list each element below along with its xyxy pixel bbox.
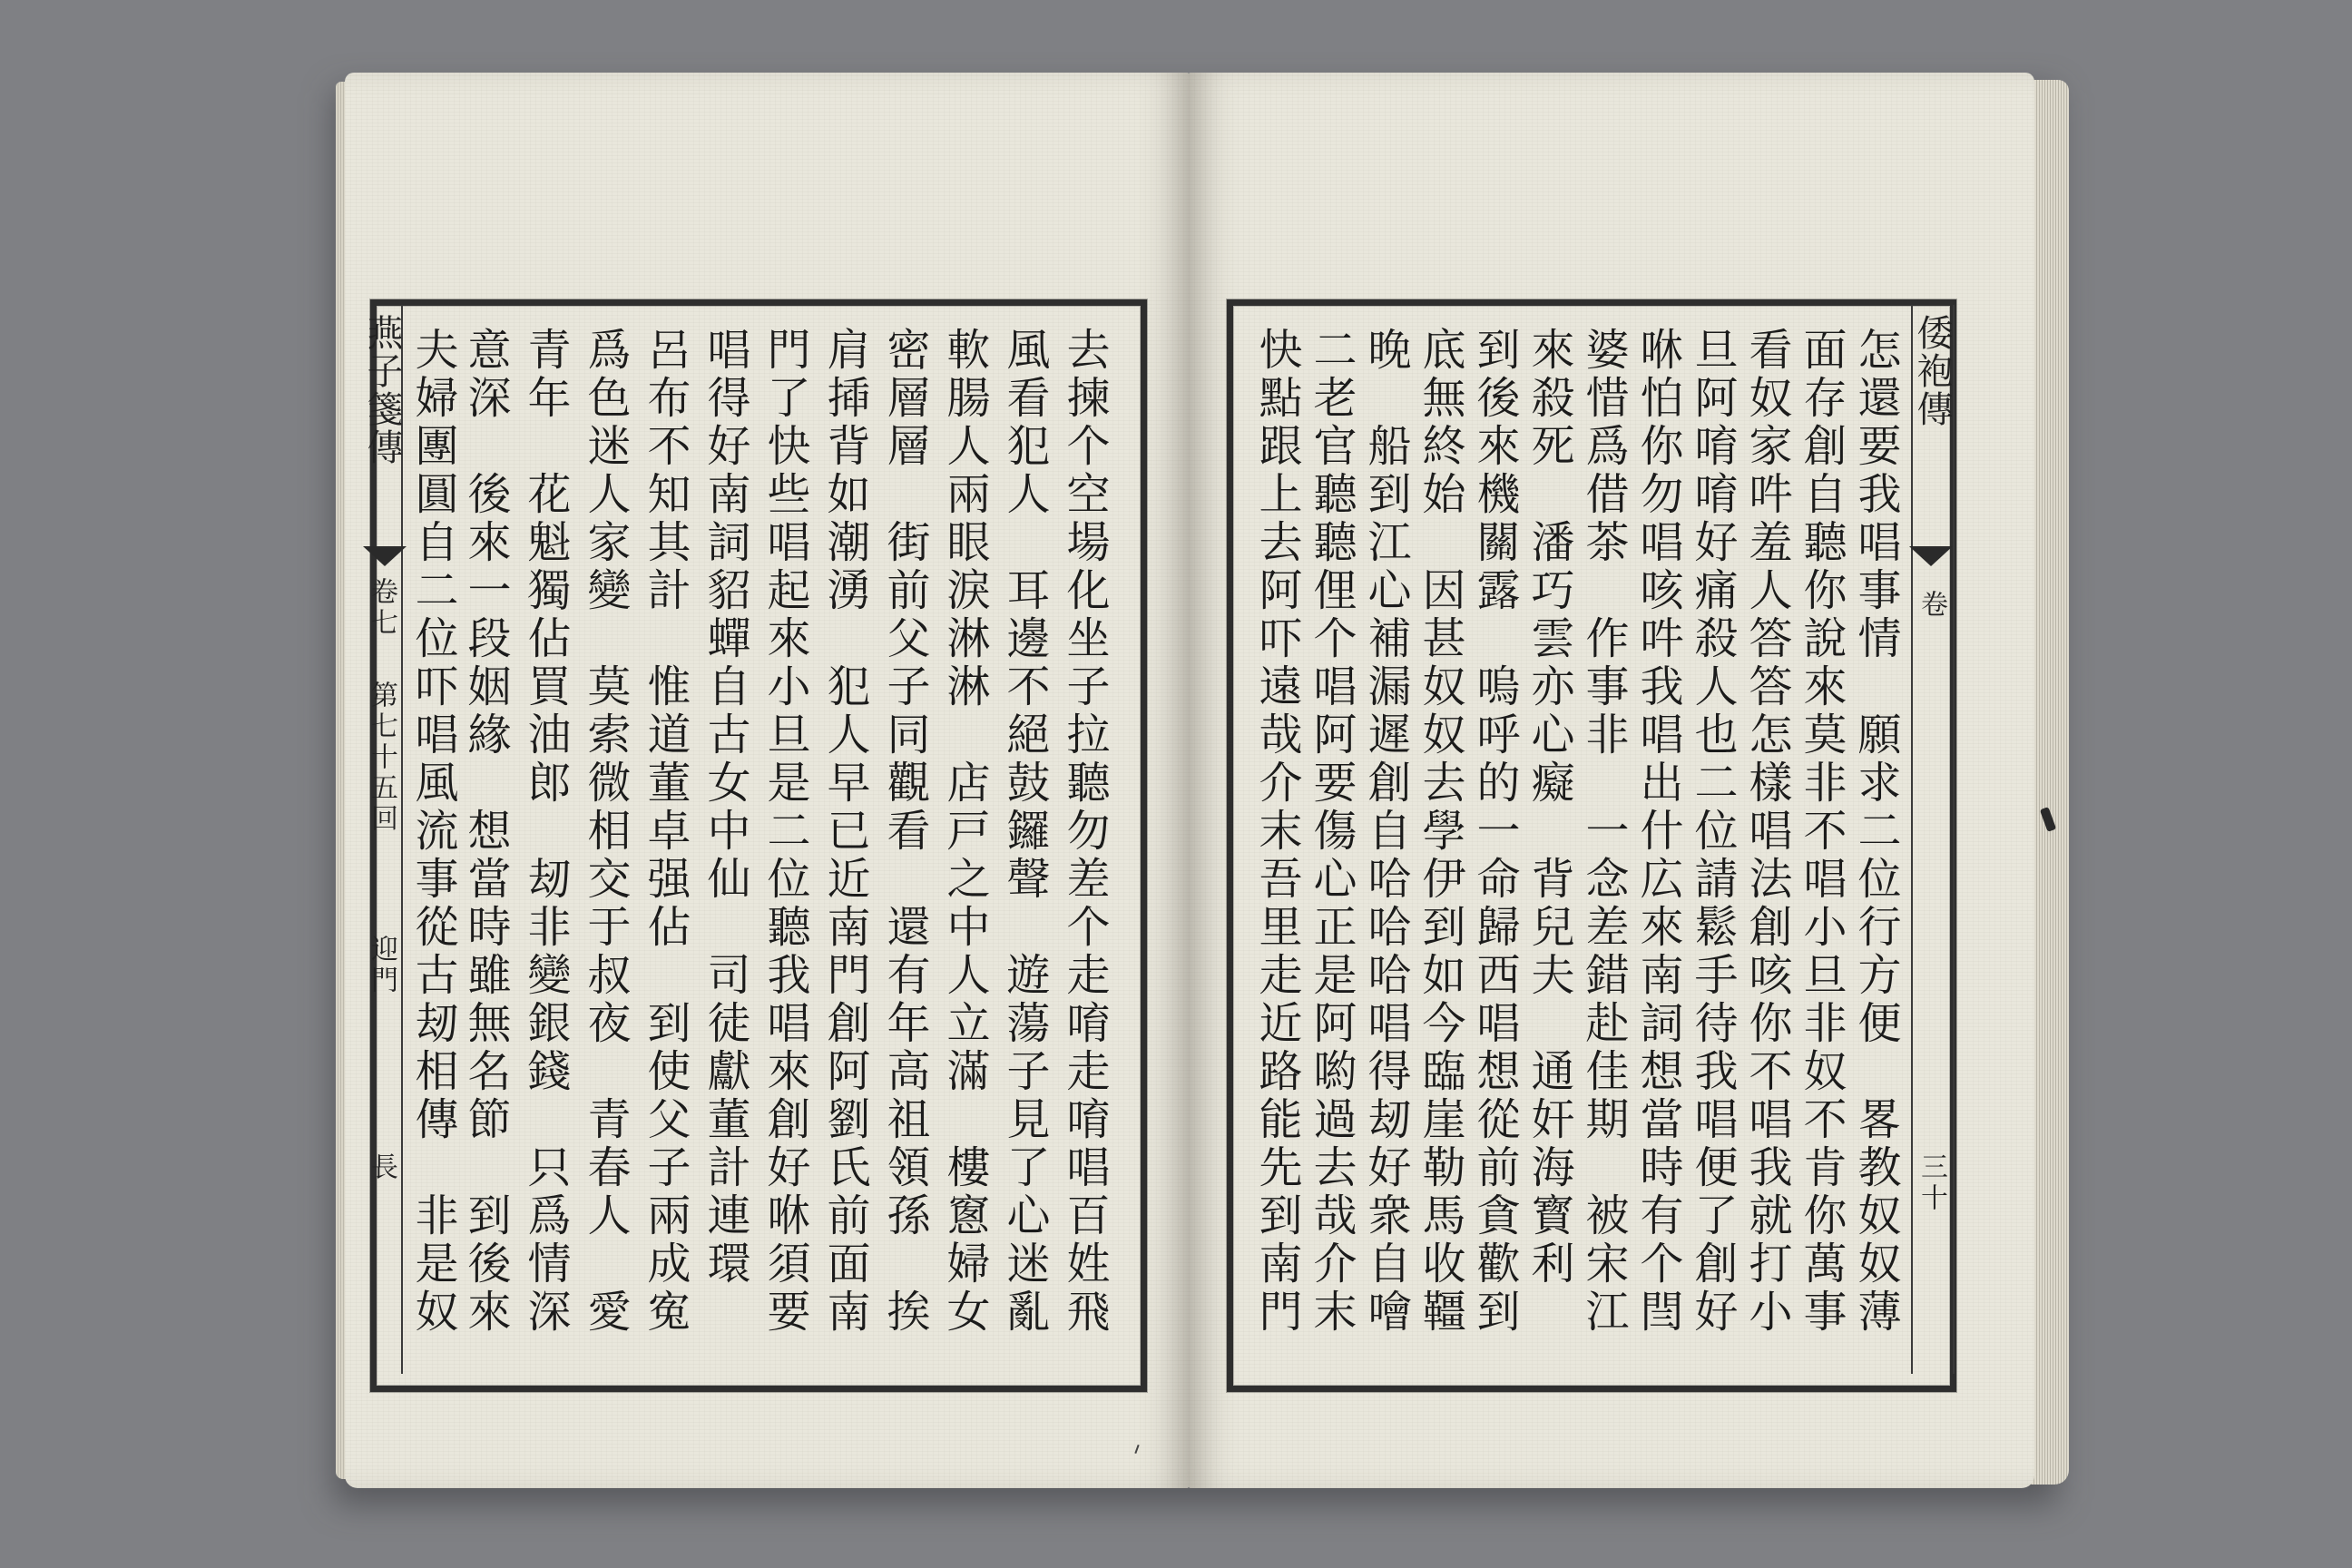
right-text-column: 婆惜爲借茶 作事非 一念差錯赴佳期 被宋江 bbox=[1578, 327, 1629, 1337]
left-text-column: 夫婦團圓自二位吓唱風流事從古刼相傳 非是奴 bbox=[407, 327, 458, 1337]
left-text-column: 肩揷背如潮湧 犯人早已近南門創阿劉氏前面南 bbox=[819, 327, 870, 1337]
right-text-column: 二老官聽聽俚个唱阿要傷心正是阿喲過去哉介末 bbox=[1306, 327, 1357, 1337]
left-text-column: 呂布不知其計 惟道董卓强佔 到使父子兩成寃 bbox=[640, 327, 691, 1337]
right-text-column: 底無終始 因甚奴奴去學伊到如今臨崖勒馬收韁 bbox=[1415, 327, 1465, 1337]
right-banxin-title: 倭袍傳 bbox=[1911, 314, 1953, 428]
left-text-column: 風看犯人 耳邊不絕鼓鑼聲 遊蕩子見了心迷亂 bbox=[999, 327, 1050, 1337]
right-text-column: 到後來機關露 嗚呼的一命歸西唱想從前貪歡到 bbox=[1469, 327, 1520, 1337]
left-text-column: 密層層 街前父子同觀看 還有年高祖領孫 挨 bbox=[879, 327, 930, 1337]
right-page-edge bbox=[2029, 80, 2069, 1485]
left-fishtail-mark bbox=[363, 546, 407, 566]
left-banxin-section: 卷七 bbox=[366, 577, 397, 639]
right-text-column: 旦阿唷唷好痛殺人也二位請鬆手待我唱便了創好 bbox=[1687, 327, 1738, 1337]
left-text-column: 軟腸人兩眼淚淋淋 店戸之中人立滿 樓窻婦女 bbox=[939, 327, 990, 1337]
left-banxin-folio: 長 bbox=[366, 1152, 397, 1183]
right-text-column: 看奴家吽羞人答答怎樣唱法創咳你不唱我就打小 bbox=[1741, 327, 1792, 1337]
right-banxin-folio: 三十 bbox=[1916, 1152, 1947, 1214]
left-text-column: 門了快些唱起來小旦是二位聽我唱來創好咻須要 bbox=[760, 327, 810, 1337]
right-text-column: 咻怕你勿唱咳吽我唱出什広來南詞想當時有个閆 bbox=[1632, 327, 1683, 1337]
left-text-column: 意深 後來一段姻緣 想當時雖無名節 到後來 bbox=[460, 327, 511, 1337]
right-text-column: 來殺死 潘巧雲亦心癡 背兒夫 通奸海寳利 bbox=[1524, 327, 1574, 1289]
left-text-column: 唱得好南詞貂蟬自古女中仙 司徒獻董計連環 bbox=[700, 327, 750, 1289]
left-banxin-title: 燕子箋傳 bbox=[361, 314, 403, 466]
right-text-column: 怎還要我唱事情 願求二位行方便 畧教奴奴薄 bbox=[1850, 327, 1901, 1337]
right-text-column: 晚 船到江心補漏遲創自哈哈哈唱得刼好衆自噲 bbox=[1360, 327, 1411, 1337]
right-text-column: 快點跟上去阿吓遠哉介末吾里走近路能先到南門 bbox=[1251, 327, 1302, 1337]
left-banxin-chapter: 第七十五回 bbox=[366, 681, 397, 835]
left-text-column: 青年 花魁獨佔買油郎 刼非變銀錢 只爲情深 bbox=[520, 327, 571, 1337]
right-text-column: 面存創自聽你說來莫非不唱小旦非奴不肯你萬事 bbox=[1796, 327, 1847, 1337]
right-fishtail-mark bbox=[1909, 546, 1953, 566]
left-text-column: 爲色迷人家變 莫索微相交于叔夜 青春人 愛 bbox=[580, 327, 631, 1337]
left-text-column: 去揀个空場化坐子拉聽勿差个走唷走唷唱百姓飛 bbox=[1059, 327, 1110, 1337]
right-banxin-section: 卷 bbox=[1916, 590, 1947, 621]
left-banxin-chapter-suffix: 迎門 bbox=[366, 935, 397, 996]
